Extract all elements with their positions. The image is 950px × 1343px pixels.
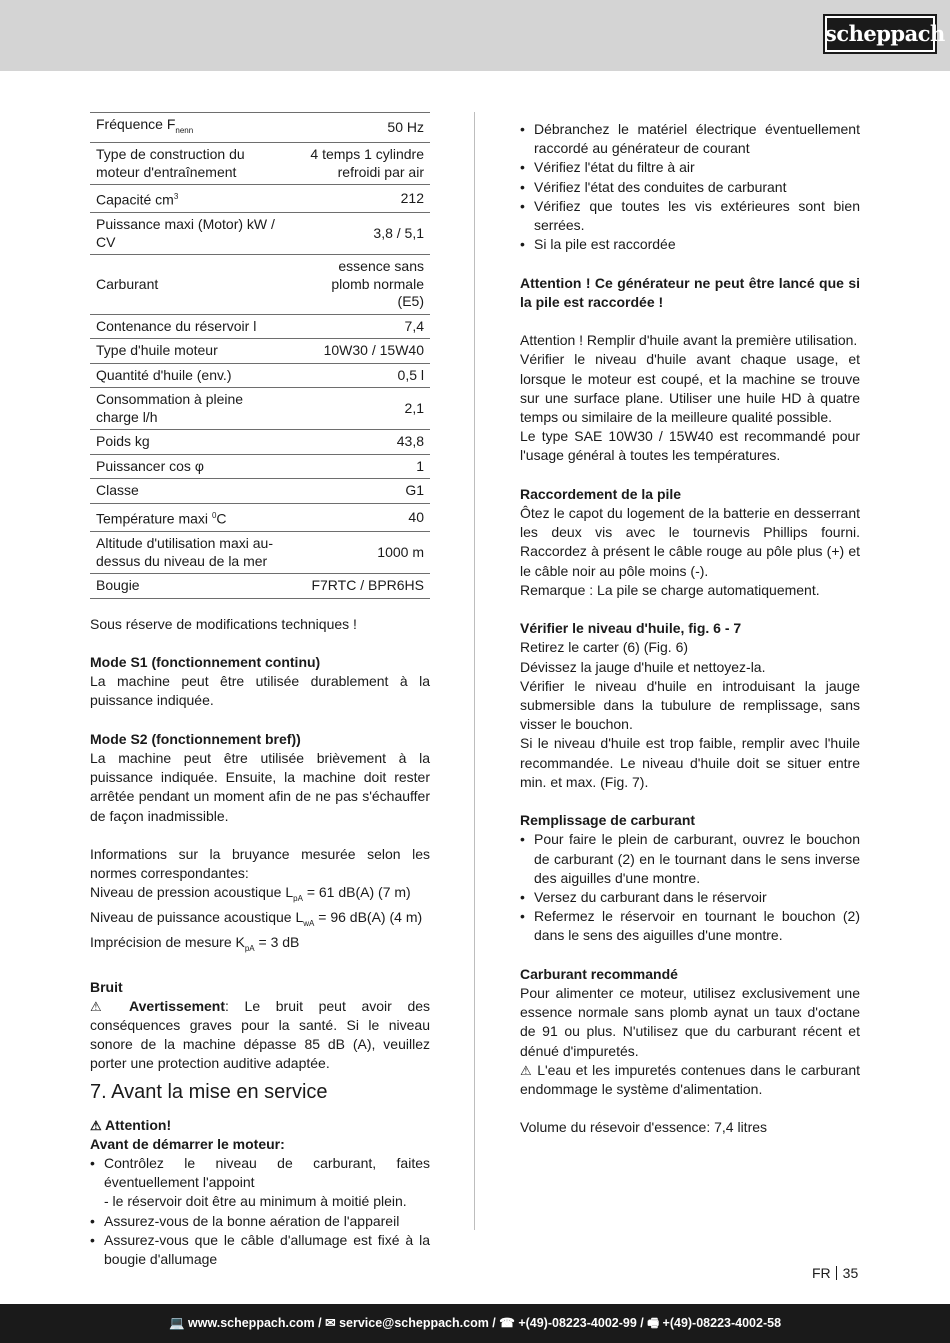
oilcheck-heading: Vérifier le niveau d'huile, fig. 6 - 7 [520, 620, 742, 637]
noise-pressure: Niveau de pression acoustique $L_{pA} = 61$ dB(A) (7 m) [90, 884, 411, 904]
specs-table [90, 112, 430, 599]
list-item: • Assurez-vous de la bonne aération de l'appareil [90, 1212, 430, 1231]
s2-text: La machine peut être utilisée brièvement à la puissance indiquée. Ensuite, la machine doit rester arrêtée pendant un moment afin de ne pas s'échauffer de façon inadmissible. [90, 750, 430, 824]
spec-value: 212 [285, 185, 430, 213]
right-column [520, 112, 860, 1138]
s1-text: La machine peut être utilisée durablement à la puissance indiquée. [90, 673, 430, 709]
section-heading: 7. Avant la mise en service [90, 1080, 328, 1103]
warning-icon: ⚠ [90, 998, 114, 1014]
recfuel-heading: Carburant recommandé [520, 965, 678, 982]
oil-text-2: Vérifier le niveau d'huile avant chaque usage, et lorsque le moteur est coupé, et la machine se trouve sur une surface plane. Utiliser une huile HD à quatre temps ou similaire de la meilleure qualité possible. [520, 351, 860, 426]
table-row [90, 479, 430, 504]
s2-heading: Mode S2 (fonctionnement bref)) [90, 730, 301, 747]
spec-value: 1000 m [285, 532, 430, 574]
fax-number: +(49)-08223-4002-58 [662, 1316, 782, 1330]
column-divider [474, 112, 475, 1230]
phone-number: +(49)-08223-4002-99 [518, 1316, 637, 1330]
website-link[interactable]: www.scheppach.com [188, 1316, 315, 1330]
spec-label: Bougie [90, 574, 285, 599]
spec-label: Capacité $cm^3$ [90, 185, 285, 213]
table-row [90, 339, 430, 364]
list-item: • Vérifiez l'état des conduites de carburant [520, 178, 860, 197]
recfuel-warning: ⚠ L'eau et les impuretés contenues dans le carburant endommage le système d'alimentation. [520, 1061, 861, 1098]
spec-label: Carburant [90, 255, 285, 315]
spec-label: Altitude d'utilisation maxi au-dessus du niveau de la mer [90, 532, 285, 574]
table-row [90, 388, 430, 430]
header-band [0, 0, 950, 71]
list-item: • Débranchez le matériel électrique éventuellement raccordé au générateur de courant [520, 120, 860, 158]
spec-value: essence sans plomb normale (E5) [285, 255, 430, 315]
spec-value: 43,8 [285, 430, 430, 455]
spec-value: 4 temps 1 cylindre refroidi par air [285, 143, 430, 185]
list-item: • Pour faire le plein de carburant, ouvrez le bouchon de carburant (2) en le tournant dans le sens inverse des aiguilles d'une montre. [520, 830, 860, 888]
mail-icon: ✉ [325, 1316, 336, 1330]
oilcheck-step: Vérifier le niveau d'huile en introduisant la jauge submersible dans la tubulure de remplissage, sans visser le bouchon. [520, 677, 860, 733]
fax-icon: 🖷 [647, 1316, 660, 1330]
spec-label: Consommation à pleine charge l/h [90, 388, 285, 430]
battery-heading: Raccordement de la pile [520, 485, 682, 502]
scheppach-logo: scheppach [823, 14, 937, 54]
oilcheck-step: Si le niveau d'huile est trop faible, remplir avec l'huile recommandée. Le niveau d'huile doit se situer entre min. et max. (Fig. 7). [520, 735, 860, 790]
noise-uncertainty: Imprécision de mesure $K_{pA} = 3$ dB [90, 934, 300, 954]
noise-power: Niveau de puissance acoustique $L_{wA} = 96$ dB(A) (4 m) [90, 909, 423, 929]
table-row [90, 314, 430, 339]
list-item: • Assurez-vous que le câble d'allumage est fixé à la bougie d'allumage [90, 1231, 430, 1269]
battery-note: Remarque : La pile se charge automatiquement. [520, 581, 820, 598]
oil-text-3: Le type SAE 10W30 / 15W40 est recommandé pour l'usage général à toutes les températures. [520, 428, 860, 464]
page-number: FR 35 [812, 1265, 859, 1281]
warning-icon: ⚠ [90, 1117, 102, 1133]
list-item: • Vérifiez l'état du filtre à air [520, 158, 860, 177]
spec-value: 40 [285, 503, 430, 531]
prestart-list [90, 1154, 430, 1269]
computer-icon: 💻 [168, 1316, 185, 1330]
table-row [90, 454, 430, 479]
recfuel-text: Pour alimenter ce moteur, utilisez exclusivement une essence normale sans plomb aynat un taux d'octane de 91 ou plus. N'utilisez que du carburant récent et dénué d'impuretés. [520, 985, 860, 1059]
fuel-list [520, 830, 860, 945]
spec-value: 3,8 / 5,1 [285, 213, 430, 255]
fuel-heading: Remplissage de carburant [520, 812, 696, 829]
spec-label: Quantité d'huile (env.) [90, 363, 285, 388]
oil-text-1: Attention ! Remplir d'huile avant la première utilisation. [520, 332, 858, 349]
footer-bar: 💻 www.scheppach.com / ✉ service@scheppach.com / ☎ +(49)-08223-4002-99 / 🖷 +(49)-08223-4002-58 [0, 1304, 950, 1343]
spec-label: Température maxi $^0$C [90, 503, 285, 531]
spec-value: F7RTC / BPR6HS [285, 574, 430, 599]
phone-icon: ☎ [499, 1316, 515, 1330]
table-row [90, 255, 430, 315]
spec-label: Puissance maxi (Motor) kW / CV [90, 213, 285, 255]
list-item: • Vérifiez que toutes les vis extérieures sont bien serrées. [520, 197, 860, 235]
table-row [90, 430, 430, 455]
email-link[interactable]: service@scheppach.com [339, 1316, 489, 1330]
table-row [90, 213, 430, 255]
s1-heading: Mode S1 (fonctionnement continu) [90, 654, 321, 670]
noise-intro: Informations sur la bruyance mesurée selon les normes correspondantes: [90, 846, 430, 882]
spec-value: 0,5 l [285, 363, 430, 388]
list-item: • Versez du carburant dans le réservoir [520, 888, 860, 907]
table-row [90, 143, 430, 185]
spec-label: Type d'huile moteur [90, 339, 285, 364]
spec-label: Puissancer cos φ [90, 454, 285, 479]
spec-value: 1 [285, 454, 430, 479]
oilcheck-step: Dévissez la jauge d'huile et nettoyez-la. [520, 658, 766, 675]
list-item: • Si la pile est raccordée [520, 235, 860, 254]
warning-icon: ⚠ [520, 1062, 533, 1078]
spec-value: 50 Hz [285, 113, 430, 143]
check-list [520, 120, 860, 254]
spec-label: Type de construction du moteur d'entraînement [90, 143, 285, 185]
spec-value: G1 [285, 479, 430, 504]
spec-label: Classe [90, 479, 285, 504]
spec-value: 7,4 [285, 314, 430, 339]
table-row [90, 185, 430, 213]
spec-label: Fréquence $F_{nenn}$ [90, 113, 285, 143]
table-row [90, 363, 430, 388]
oilcheck-step: Retirez le carter (6) (Fig. 6) [520, 639, 689, 656]
table-row [90, 503, 430, 531]
battery-text: Ôtez le capot du logement de la batterie en desserrant les deux vis avec le tournevis Phillips fourni. Raccordez à présent le câble rouge au pôle plus (+) et le câble noir au pôle moins (-). [520, 505, 860, 579]
reserve-note: Sous réserve de modifications techniques ! [90, 615, 357, 632]
spec-value: 10W30 / 15W40 [285, 339, 430, 364]
spec-value: 2,1 [285, 388, 430, 430]
battery-attention: Attention ! Ce générateur ne peut être lancé que si la pile est raccordée ! [520, 274, 860, 310]
bruit-heading: Bruit [90, 978, 123, 995]
attention-heading: ⚠ Attention! [90, 1116, 172, 1133]
noise-warning: ⚠ Avertissement: Le bruit peut avoir des conséquences graves pour la santé. Si le niveau sonore de la machine dépasse 85 dB (A), veuillez porter une protection auditive adaptée. [90, 997, 431, 1072]
left-column [90, 112, 430, 1269]
table-row [90, 113, 430, 143]
spec-label: Contenance du réservoir l [90, 314, 285, 339]
tank-volume: Volume du résevoir d'essence: 7,4 litres [520, 1119, 768, 1136]
table-row [90, 574, 430, 599]
before-start-heading: Avant de démarrer le moteur: [90, 1135, 285, 1152]
list-item: • Contrôlez le niveau de carburant, faites éventuellement l'appoint - le réservoir doit être au minimum à moitié plein. [90, 1154, 430, 1212]
list-item: • Refermez le réservoir en tournant le bouchon (2) dans le sens des aiguilles d'une montre. [520, 907, 860, 945]
spec-label: Poids kg [90, 430, 285, 455]
table-row [90, 532, 430, 574]
